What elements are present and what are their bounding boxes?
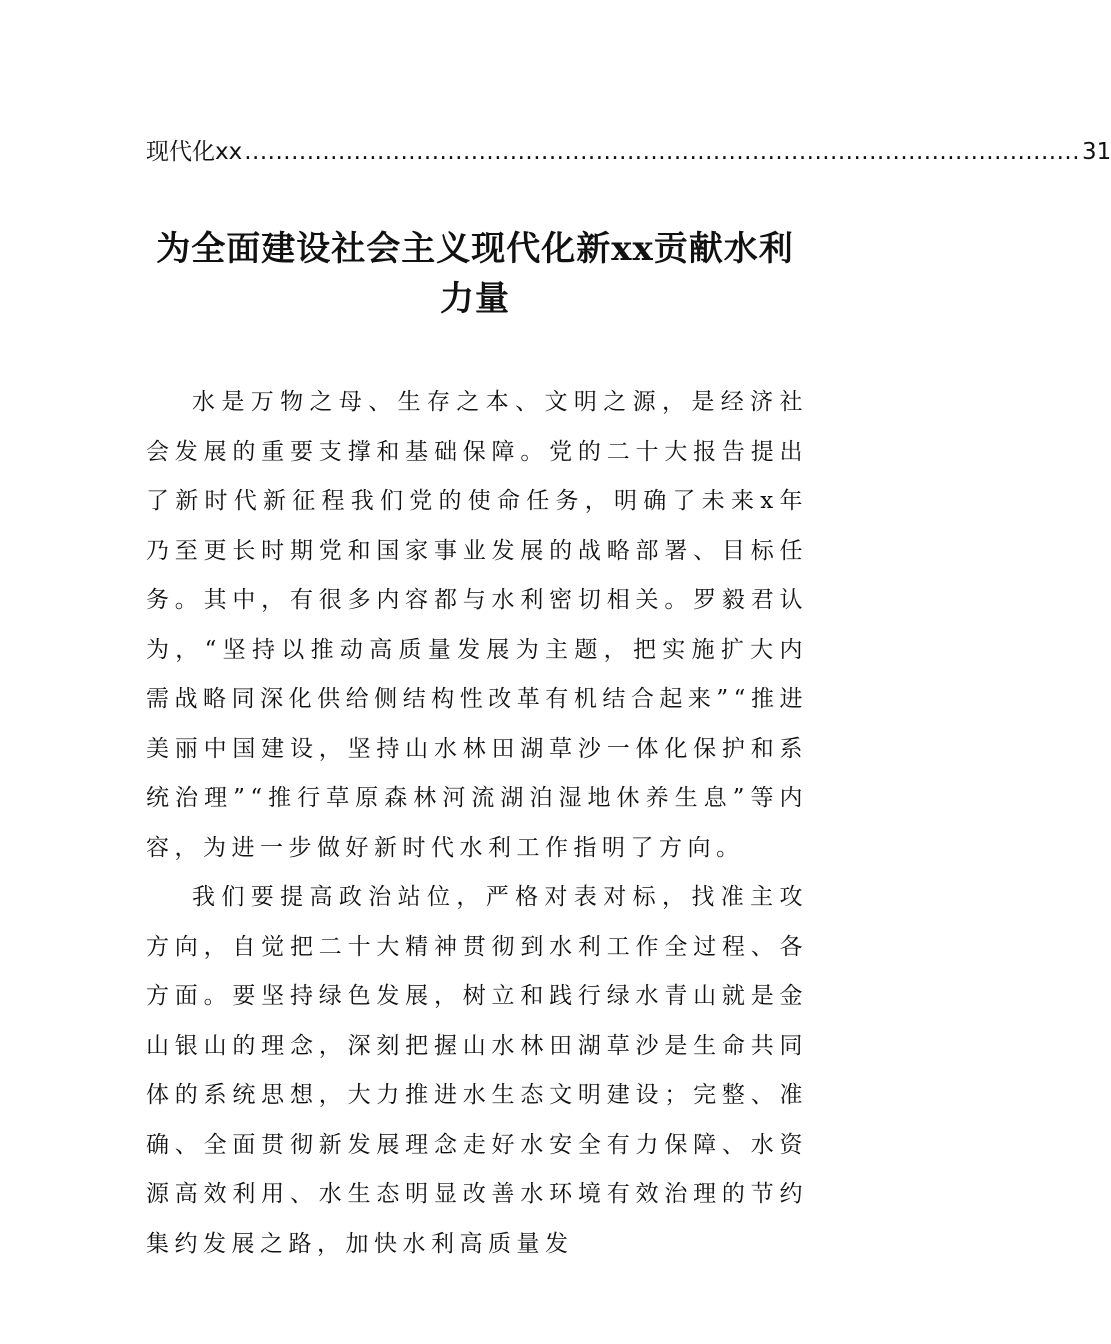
article-body [146,378,808,1269]
toc-entry-title: 现代化xx [146,139,243,165]
toc-page-number: 31 [1082,139,1111,165]
paragraph: 我们要提高政治站位，严格对表对标，找准主攻方向，自觉把二十大精神贯彻到水利工作全过程、各方面。要坚持绿色发展，树立和践行绿水青山就是金山银山的理念，深刻把握山水林田湖草沙是生命共同体的系统思想，大力推进水生态文明建设；完整、准确、全面贯彻新发展理念走好水安全有力保障、水资源高效利用、水生态明显改善水环境有效治理的节约集约发展之路，加快水利高质量发 [146,884,808,1257]
toc-entry[interactable] [146,134,1111,170]
paragraph: 水是万物之母、生存之本、文明之源，是经济社会发展的重要支撑和基础保障。党的二十大报告提出了新时代新征程我们党的使命任务，明确了未来x年乃至更长时期党和国家事业发展的战略部署、目标任务。其中，有很多内容都与水利密切相关。罗毅君认为，“坚持以推动高质量发展为主题，把实施扩大内需战略同深化供给侧结构性改革有机结合起来”“推进美丽中国建设，坚持山水林田湖草沙一体化保护和系统治理”“推行草原森林河流湖泊湿地休养生息”等内容，为进一步做好新时代水利工作指明了方向。 [146,389,808,861]
article-title: 为全面建设社会主义现代化新xx贡献水利力量 [156,229,794,319]
toc-leader-dots: ........................................................................................................... [244,139,1081,165]
